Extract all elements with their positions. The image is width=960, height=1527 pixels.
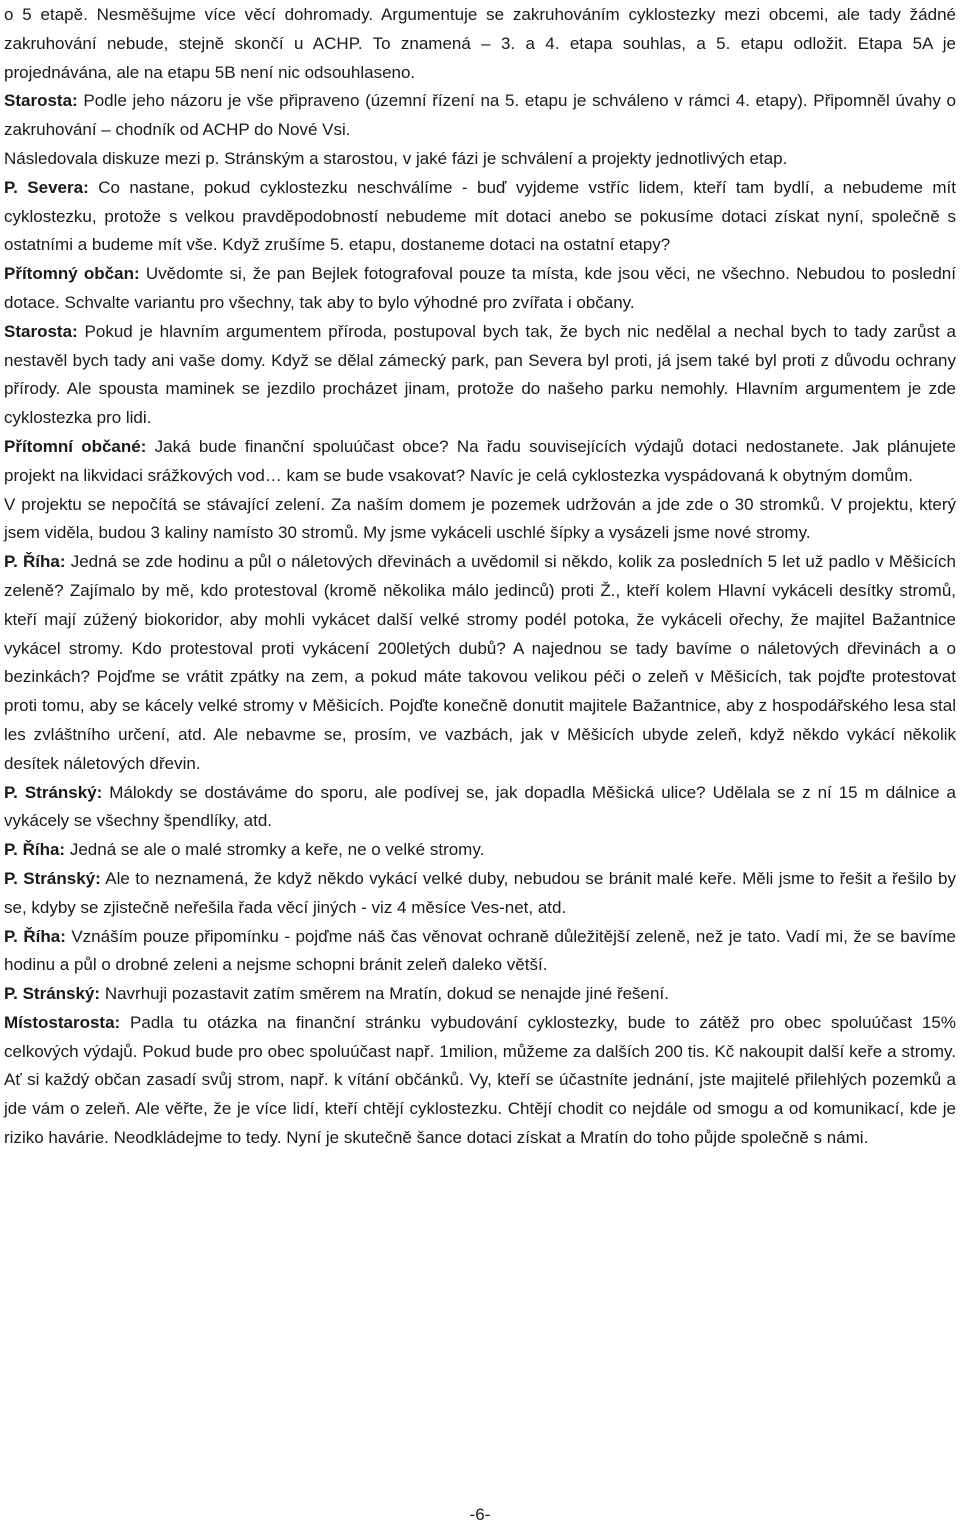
paragraph-starosta [4,87,956,145]
paragraph-text: V projektu se nepočítá se stávající zelení. Za naším domem je pozemek udržován a jde zde o 30 stromků. V projektu, který jsem viděla, budou 3 kaliny namísto 30 stromů. My jsme vykáceli uschlé šípky a vysázeli jsme nové stromy. [4,494,956,543]
speaker-label: P. Říha: [4,926,66,946]
page-number: -6- [469,1505,491,1524]
speaker-label: P. Stránský: [4,782,103,802]
paragraph-text: Vznáším pouze připomínku - pojďme náš čas věnovat ochraně důležitější zeleně, než je tato. Vadí mi, že se bavíme hodinu a půl o drobné zeleni a nejsme schopni bránit zeleň daleko větší. [4,926,956,975]
speaker-label: P. Stránský: [4,984,101,1004]
paragraph-text: Jaká bude finanční spoluúčast obce? Na řadu souvisejících výdajů dotaci nedostanete. Jak plánujete projekt na likvidaci srážkových vod… kam se bude vsakovat? Navíc je celá cyklostezka vyspádovaná k obytným domům. [4,436,956,485]
paragraph-pritomny-obcan [4,260,956,318]
speaker-label: Místostarosta: [4,1012,121,1032]
paragraph-continuation [4,1,956,87]
paragraph-text: Ale to neznamená, že když někdo vykácí velké duby, nebudou se bránit malé keře. Měli jsme to řešit a řešilo by se, kdyby se zjistečně neřešila řada věcí jiných - viz 4 měsíce Ves-net, atd. [4,868,956,917]
paragraph-text: Jedná se ale o malé stromky a keře, ne o velké stromy. [69,840,485,860]
paragraph-riha-2 [4,836,956,865]
speaker-label: Přítomní občané: [4,436,147,456]
paragraph-stransky-3 [4,980,956,1009]
paragraph-starosta-2 [4,318,956,433]
paragraph-text: Padla tu otázka na finanční stránku vybudování cyklostezky, bude to zátěž pro obec spoluúčast 15% celkových výdajů. Pokud bude pro obec spoluúčast např. 1milion, můžeme za dalších 200 tis. Kč nakoupit další keře a stromy. Ať si každý občan zasadí svůj strom, např. k vítání občánků. Vy, kteří se účastníte jednání, jste majitelé přilehlých pozemků a jde vám o zeleň. Ale věřte, že je více lidí, kteří chtějí cyklostezku. Chtějí chodit co nejdále od smogu a od komunikací, kde je riziko havárie. Neodkládejme to tedy. Nyní je skutečně šance dotaci získat a Mratín do toho půjde společně s námi. [4,1012,956,1148]
speaker-label: Starosta: [4,91,78,111]
paragraph-text: Jedná se zde hodinu a půl o náletových dřevinách a uvědomil si někdo, kolik za posledních 5 let už padlo v Měšicích zeleně? Zajímalo by mě, kdo protestoval (kromě několika málo jedinců) proti Ž., kteří kolem Hlavní vykáceli desítky stromů, kteří mají zúžený biokoridor, aby mohli vykácet další velké stromy podél potoka, že vykáceli ořechy, že majitel Bažantnice vykácel stromy. Kdo protestoval proti vykácení 200letých dubů? A najednou se tady bavíme o náletových dřevinách a o bezinkách? Pojďme se vrátit zpátky na zem, a pokud máte takovou velikou péči o zeleň v Měšicích, tak pojďte protestovat proti tomu, aby se kácely velké stromy v Měšicích. Pojďte konečně donutit majitele Bažantnice, aby z hospodářského lesa stal les zvláštního určení, atd. Ale nebavme se, prosím, ve vazbách, jak v Měšicích ubyde zeleň, když někdo vykácí několik desítek náletových dřevin. [4,552,957,773]
paragraph-text: Co nastane, pokud cyklostezku neschválíme - buď vyjdeme vstříc lidem, kteří tam bydlí, a nebudeme mít cyklostezku, protože s velkou pravděpodobností nebudeme mít dotaci anebo se pokusíme dotaci získat nyní, společně s ostatními a budeme mít vše. Když zrušíme 5. etapu, dostaneme dotaci na ostatní etapy? [4,177,956,255]
paragraph-stransky-2 [4,865,956,923]
paragraph-text: o 5 etapě. Nesměšujme více věcí dohromady. Argumentuje se zakruhováním cyklostezky mezi obcemi, ale tady žádné zakruhování nebude, stejně skončí u ACHP. To znamená – 3. a 4. etapa souhlas, a 5. etapu odložit. Etapa 5A je projednávána, ale na etapu 5B není nic odsouhlaseno. [4,5,956,82]
paragraph-severa [4,174,956,260]
speaker-label: Přítomný občan: [4,264,140,284]
paragraph-riha-3 [4,923,956,981]
paragraph-stransky [4,779,956,837]
paragraph-text: Podle jeho názoru je vše připraveno (územní řízení na 5. etapu je schváleno v rámci 4. etapy). Připomněl úvahy o zakruhování – chodník od ACHP do Nové Vsi. [4,91,956,140]
paragraph-text: Následovala diskuze mezi p. Stránským a starostou, v jaké fázi je schválení a projekty jednotlivých etap. [4,148,788,168]
paragraph-text: Navrhuji pozastavit zatím směrem na Mratín, dokud se nenajde jiné řešení. [104,984,669,1004]
speaker-label: P. Říha: [4,552,66,572]
paragraph-text: Málokdy se dostáváme do sporu, ale podívej se, jak dopadla Měšická ulice? Udělala se z ní 15 m dálnice a vykácely se všechny špendlíky, atd. [4,782,956,831]
paragraph-text: Uvědomte si, že pan Bejlek fotografoval pouze ta místa, kde jsou věci, ne všechno. Nebudou to poslední dotace. Schvalte variantu pro všechny, tak aby to bylo výhodné pro zvířata i občany. [4,264,956,312]
speaker-label: P. Říha: [4,840,66,860]
speaker-label: Starosta: [4,321,78,341]
paragraph-mistostarosta [4,1009,956,1153]
speaker-label: P. Severa: [4,177,89,197]
paragraph-diskuze [4,145,956,174]
paragraph-riha [4,548,956,778]
paragraph-projekt-zelen [4,491,956,549]
paragraph-pritomni-obcane [4,433,956,491]
paragraph-text: Pokud je hlavním argumentem příroda, postupoval bych tak, že bych nic nedělal a nechal bych to tady zarůst a nestavěl bych tady ani vaše domy. Když se dělal zámecký park, pan Severa byl proti, já jsem také byl proti z důvodu ochrany přírody. Ale spousta maminek se jezdilo procházet jinam, protože do našeho parku nemohly. Hlavním argumentem je zde cyklostezka pro lidi. [4,321,956,428]
speaker-label: P. Stránský: [4,868,101,888]
